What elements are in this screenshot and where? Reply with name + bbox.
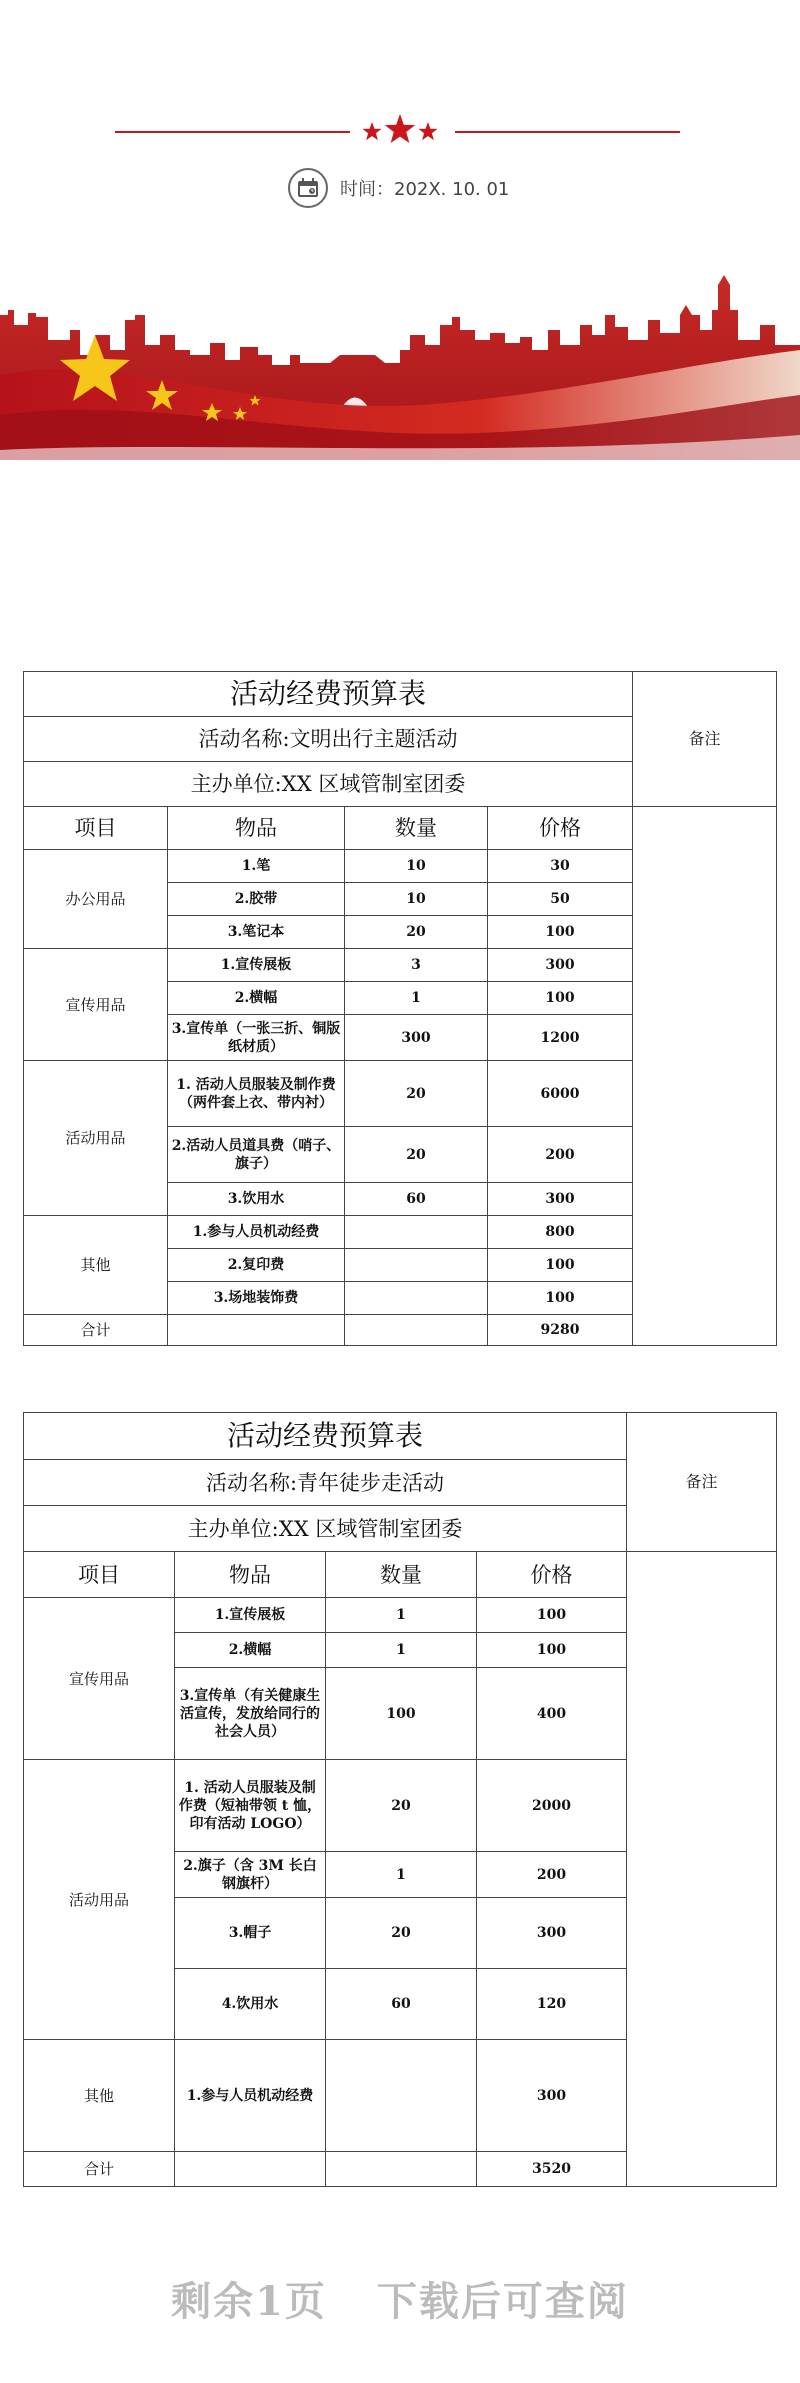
column-header-item: 物品 [168,807,345,850]
qty-cell: 3 [345,949,488,982]
price-cell: 30 [488,850,633,883]
table-title: 活动经费预算表 [24,672,633,717]
price-cell: 100 [477,1633,627,1668]
column-header-qty: 数量 [345,807,488,850]
qty-cell: 10 [345,883,488,916]
price-cell: 100 [488,982,633,1015]
header-line-left [115,131,350,133]
qty-cell: 1 [345,982,488,1015]
item-cell: 1.参与人员机动经费 [168,1216,345,1249]
total-value: 3520 [477,2152,627,2187]
organizer-name: 主办单位:XX 区域管制室团委 [24,1506,627,1552]
category-cell: 宣传用品 [24,949,168,1061]
note-cell [633,807,777,1346]
item-cell: 2.活动人员道具费（哨子、旗子） [168,1127,345,1183]
qty-cell: 100 [326,1668,477,1760]
item-cell: 1.参与人员机动经费 [175,2040,326,2152]
item-cell: 2.复印费 [168,1249,345,1282]
qty-cell: 20 [345,916,488,949]
total-label: 合计 [24,1315,168,1346]
category-cell: 活动用品 [24,1760,175,2040]
item-cell: 2.胶带 [168,883,345,916]
column-header-qty: 数量 [326,1552,477,1598]
empty-cell [345,1315,488,1346]
item-cell: 3.帽子 [175,1898,326,1969]
category-cell: 宣传用品 [24,1598,175,1760]
budget-table-1 [23,671,777,1346]
qty-cell: 20 [326,1898,477,1969]
item-cell: 3.饮用水 [168,1183,345,1216]
column-header-price: 价格 [477,1552,627,1598]
item-cell: 2.横幅 [168,982,345,1015]
qty-cell: 60 [326,1969,477,2040]
price-cell: 100 [488,916,633,949]
price-cell: 300 [477,1898,627,1969]
calendar-icon [288,168,328,208]
activity-name: 活动名称:文明出行主题活动 [24,717,633,762]
qty-cell [326,2040,477,2152]
price-cell: 100 [477,1598,627,1633]
column-header-category: 项目 [24,807,168,850]
date-label: 时间：202X. 10. 01 [340,179,510,200]
total-value: 9280 [488,1315,633,1346]
qty-cell: 60 [345,1183,488,1216]
column-header-price: 价格 [488,807,633,850]
total-label: 合计 [24,2152,175,2187]
item-cell: 4.饮用水 [175,1969,326,2040]
empty-cell [175,2152,326,2187]
item-cell: 3.场地装饰费 [168,1282,345,1315]
header-stars-icon [350,110,450,150]
note-header: 备注 [627,1413,777,1552]
item-cell: 1.宣传展板 [175,1598,326,1633]
column-header-item: 物品 [175,1552,326,1598]
price-cell: 300 [488,1183,633,1216]
price-cell: 1200 [488,1015,633,1061]
qty-cell: 10 [345,850,488,883]
category-cell: 其他 [24,2040,175,2152]
qty-cell [345,1216,488,1249]
column-header-category: 项目 [24,1552,175,1598]
category-cell: 活动用品 [24,1061,168,1216]
empty-cell [326,2152,477,2187]
item-cell: 1. 活动人员服装及制作费（短袖带领 t 恤，印有活动 LOGO） [175,1760,326,1852]
activity-name: 活动名称:青年徒步走活动 [24,1460,627,1506]
budget-table-2 [23,1412,777,2187]
category-cell: 其他 [24,1216,168,1315]
table-title: 活动经费预算表 [24,1413,627,1460]
download-prompt[interactable] [0,2270,800,2327]
item-cell: 1.宣传展板 [168,949,345,982]
price-cell: 6000 [488,1061,633,1127]
date-row [288,166,509,210]
qty-cell [345,1282,488,1315]
item-cell: 3.宣传单（一张三折、铜版纸材质） [168,1015,345,1061]
qty-cell: 300 [345,1015,488,1061]
price-cell: 200 [477,1852,627,1898]
price-cell: 100 [488,1249,633,1282]
price-cell: 2000 [477,1760,627,1852]
skyline-banner [0,255,800,460]
item-cell: 1.笔 [168,850,345,883]
price-cell: 300 [477,2040,627,2152]
item-cell: 3.笔记本 [168,916,345,949]
price-cell: 100 [488,1282,633,1315]
price-cell: 300 [488,949,633,982]
qty-cell [345,1249,488,1282]
download-to-view-text: 下载后可查阅 [376,2278,629,2325]
qty-cell: 1 [326,1852,477,1898]
remaining-pages-text: 剩余1页 [171,2278,327,2325]
header-line-right [455,131,680,133]
item-cell: 1. 活动人员服装及制作费（两件套上衣、带内衬） [168,1061,345,1127]
price-cell: 50 [488,883,633,916]
note-header: 备注 [633,672,777,807]
item-cell: 2.横幅 [175,1633,326,1668]
category-cell: 办公用品 [24,850,168,949]
qty-cell: 20 [326,1760,477,1852]
note-cell [627,1552,777,2187]
price-cell: 800 [488,1216,633,1249]
price-cell: 400 [477,1668,627,1760]
organizer-name: 主办单位:XX 区域管制室团委 [24,762,633,807]
qty-cell: 1 [326,1633,477,1668]
price-cell: 200 [488,1127,633,1183]
price-cell: 120 [477,1969,627,2040]
qty-cell: 1 [326,1598,477,1633]
qty-cell: 20 [345,1061,488,1127]
empty-cell [168,1315,345,1346]
item-cell: 2.旗子（含 3M 长白钢旗杆） [175,1852,326,1898]
qty-cell: 20 [345,1127,488,1183]
item-cell: 3.宣传单（有关健康生活宣传，发放给同行的社会人员） [175,1668,326,1760]
